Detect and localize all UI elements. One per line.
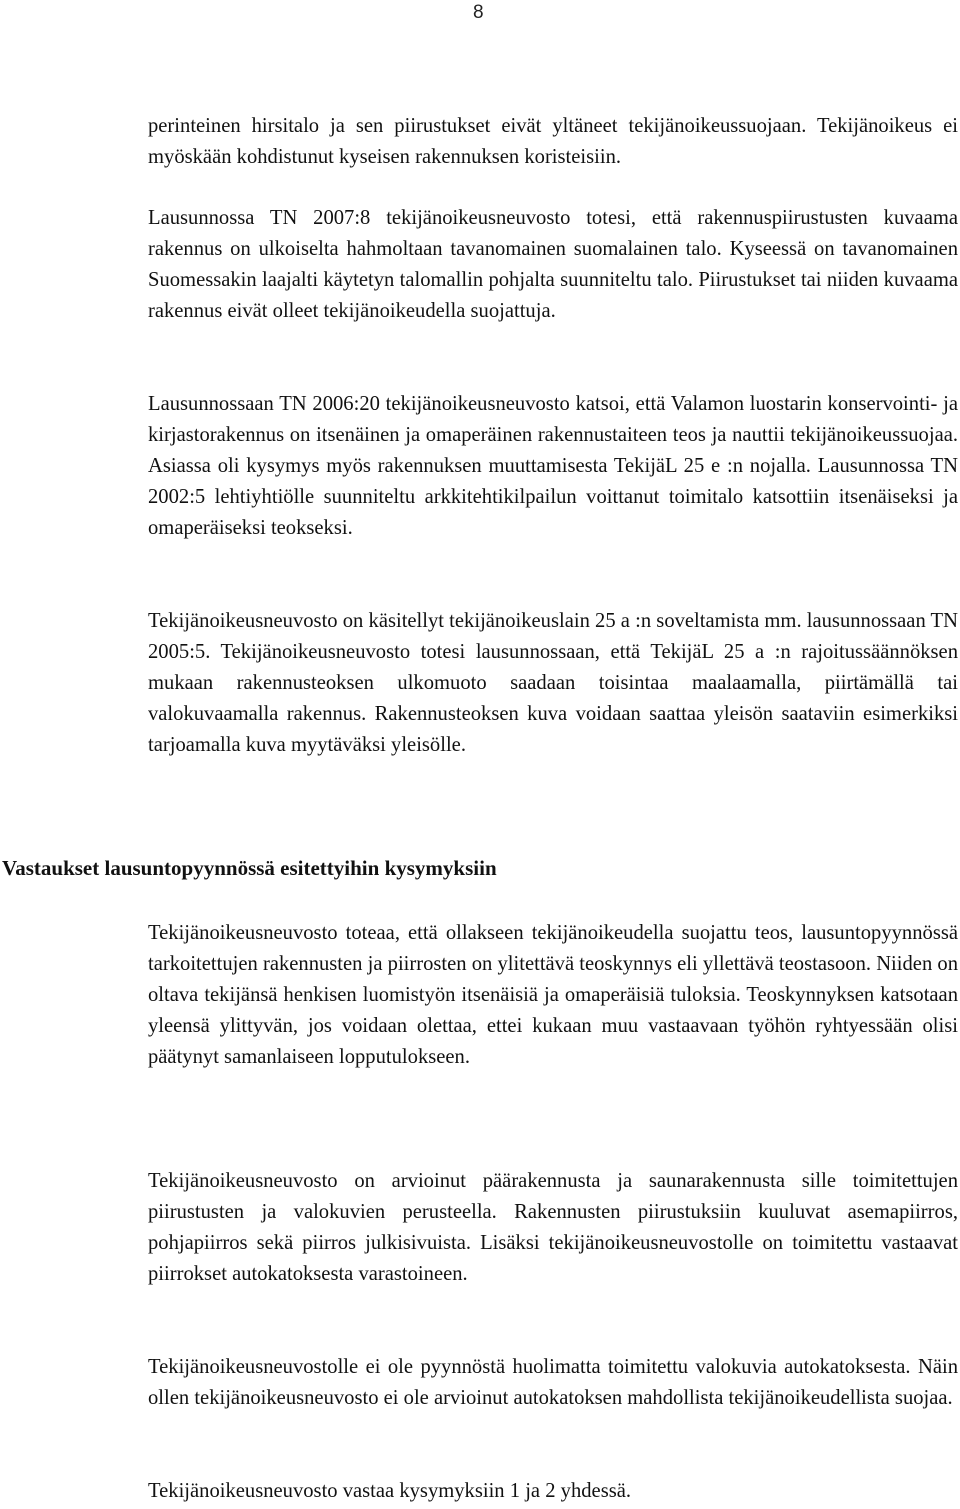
- section-heading: Vastaukset lausuntopyynnössä esitettyihin kysymyksiin: [2, 856, 497, 880]
- paragraph-3: Lausunnossaan TN 2006:20 tekijänoikeusneuvosto katsoi, että Valamon luostarin konservointi- ja kirjastorakennus on itsenäinen ja omaperäinen rakennustaiteen teos ja nauttii tekijänoikeussuojaa. Asiassa oli kysymys myös rakennuksen muuttamisesta TekijäL 25 e :n nojalla. Lausunnossa TN 2002:5 lehtiyhtiölle suunniteltu arkkitehtikilpailun voittanut toimitalo katsottiin itsenäiseksi ja omaperäiseksi teokseksi.: [148, 393, 958, 540]
- section-paragraph-2: Tekijänoikeusneuvosto on arvioinut päärakennusta ja saunarakennusta sille toimitettujen piirustusten ja valokuvien perusteella. Rakennusten piirustuksiin kuuluvat asemapiirros, pohjapiirros sekä piirros julkisivuista. Lisäksi tekijänoikeusneuvostolle on toimitettu vastaavat piirrokset autokatoksesta varastoineen.: [148, 1170, 958, 1286]
- section-paragraph-4: Tekijänoikeusneuvosto vastaa kysymyksiin 1 ja 2 yhdessä.: [148, 1480, 632, 1502]
- paragraph-2: Lausunnossa TN 2007:8 tekijänoikeusneuvosto totesi, että rakennuspiirustusten kuvaama rakennus on ulkoiselta hahmoltaan tavanomainen suomalainen talo. Kyseessä on tavanomainen Suomessakin laajalti käytetyn talomallin pohjalta suunniteltu talo. Piirustukset tai niiden kuvaama rakennus eivät olleet tekijänoikeudella suojattuja.: [148, 207, 958, 323]
- paragraph-4: Tekijänoikeusneuvosto on käsitellyt tekijänoikeuslain 25 a :n soveltamista mm. lausunnossaan TN 2005:5. Tekijänoikeusneuvosto totesi lausunnossaan, että TekijäL 25 a :n rajoitussäännöksen mukaan rakennusteoksen ulkomuoto saadaan toisintaa maalaamalla, piirtämällä tai valokuvaamalla rakennus. Rakennusteoksen kuva voidaan saattaa yleisön saataviin esimerkiksi tarjoamalla kuva myytäväksi yleisölle.: [148, 610, 958, 757]
- section-paragraph-1: Tekijänoikeusneuvosto toteaa, että ollakseen tekijänoikeudella suojattu teos, lausuntopyynnössä tarkoitettujen rakennusten ja piirrosten on ylitettävä teoskynnys eli yllettävä teostasoon. Niiden on oltava tekijänsä henkisen luomistyön itsenäisiä ja omaperäisiä tuloksia. Teoskynnyksen katsotaan yleensä ylittyvän, jos voidaan olettaa, ettei kukaan muu vastaavaan työhön ryhtyessään olisi päätynyt samanlaiseen lopputulokseen.: [148, 922, 958, 1069]
- section-paragraph-3: Tekijänoikeusneuvostolle ei ole pyynnöstä huolimatta toimitettu valokuvia autokatoksesta. Näin ollen tekijänoikeusneuvosto ei ole arvioinut autokatoksen mahdollista tekijänoikeudellista suojaa.: [148, 1356, 958, 1410]
- page-number: 8: [473, 2, 484, 23]
- paragraph-1: perinteinen hirsitalo ja sen piirustukset eivät yltäneet tekijänoikeussuojaan. Tekijänoikeus ei myöskään kohdistunut kyseisen rakennuksen koristeisiin.: [148, 115, 958, 169]
